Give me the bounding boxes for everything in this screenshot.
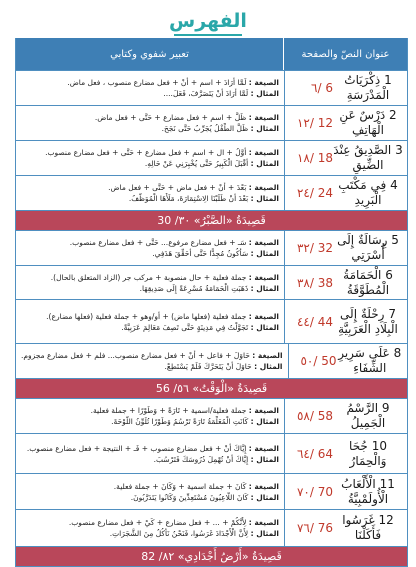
lesson-page: 18 /١٨ <box>296 151 333 165</box>
expression-cell <box>16 399 284 433</box>
expression-cell <box>16 344 288 378</box>
form-text: لِأَنَّكُمْ + ... + فعل مضارع + كَيْ + فعل مضارع منصوب. <box>68 518 247 527</box>
expression-cell <box>16 266 284 299</box>
lesson-page: 12 /١٢ <box>296 116 333 130</box>
poem-row: قَصِيدَةُ «أَرْضُ أَجْدَادِي» ٨٢/ 82 <box>16 546 407 566</box>
expression-cell <box>16 231 284 265</box>
header-lessons: عنوان النصّ والصفحة <box>283 38 407 70</box>
lesson-number: 4 <box>390 178 398 192</box>
lesson-number: 2 <box>389 108 397 122</box>
lesson-page: 38 /٣٨ <box>296 275 333 290</box>
example-text: ظَلَّ الطِّفْلُ يُجَرِّبُ حَتَّى نَجَحَ. <box>161 124 249 133</box>
lesson-cell <box>284 71 407 105</box>
example-label: المثال : <box>250 124 279 133</box>
expression-cell <box>16 176 284 210</box>
expression-cell <box>16 71 284 105</box>
lesson-name: الصَّدِيقُ عِنْدَ الضِّيقِ <box>333 143 392 172</box>
lesson-cell <box>284 106 407 140</box>
example-text: سَأَكُونُ مُجِدًّا حَتَّى أُحَقِّقَ هَدَفِي. <box>152 249 249 258</box>
lesson-title[interactable] <box>333 108 403 138</box>
example-text: ذَهَبَتِ الْحَمَامَةُ مُسْرِعَةً إِلَى صَدِيقِهَا. <box>139 283 249 293</box>
example-text: حَاوَلَ أَنْ يَتَحَرَّكَ فَلَمْ يَسْتَطِعْ. <box>164 362 252 371</box>
example-text: بَعْدَ أَنْ طَلَبْنَا الِاسْتِمَارَةَ، مَلَأَهَا الْمُوَظَّفُ. <box>128 194 249 203</box>
form-line <box>21 147 279 158</box>
lesson-page: 76 /٧٦ <box>296 521 333 535</box>
table-body <box>16 70 407 566</box>
example-label: المثال : <box>250 529 279 538</box>
lesson-title[interactable] <box>333 477 403 507</box>
lesson-row[interactable] <box>16 433 407 473</box>
lesson-page: 24 /٢٤ <box>296 186 333 200</box>
lesson-page: 44 /٤٤ <box>296 314 333 329</box>
example-line <box>21 492 279 503</box>
example-text: لِأَنَّ الْأَجْدَادَ غَرَسُوا، فَنَحْنُ نَأْكُلُ مِنَ الشَّجَرَاتِ. <box>109 529 249 538</box>
form-label: الصيغة : <box>248 311 279 321</box>
lesson-page: 70 /٧٠ <box>296 484 333 499</box>
form-label: الصيغة : <box>248 443 279 453</box>
lesson-cell <box>284 474 407 509</box>
lesson-number: 6 <box>385 267 393 282</box>
lesson-title[interactable] <box>333 268 403 298</box>
lesson-cell <box>284 176 407 210</box>
lesson-name: رِحْلَةٌ إِلَى الْبِلَادِ الْعَرَبِيَّةِ <box>338 306 398 336</box>
expression-cell <box>16 106 284 140</box>
form-text: كَانَ + جملة اسمية + وَكَانَ + جملة فعلية. <box>113 481 247 491</box>
lesson-name: ذِكْرَيَاتُ الْمَدْرَسَةِ <box>344 73 390 102</box>
lesson-row[interactable] <box>16 299 407 343</box>
example-text: لَمَّا أَرَادَ أَنْ يَتَصَرَّفَ، فَعَلَ.... <box>163 89 249 98</box>
example-line <box>21 416 279 427</box>
header-expression: تعبير شفوي وكتابي <box>110 48 189 60</box>
form-line <box>21 112 279 123</box>
expression-cell <box>16 141 284 175</box>
form-text: لَمَّا أَرَادَ + اسم + أَنْ + فعل مضارع منصوب ، فعل ماض. <box>67 78 247 87</box>
example-text: كَانَتِ الْمُعَلِّمَةُ تَارَةً تَرْسُمُ وَطَوْرًا تُلَوِّنُ اللَّوْحَةَ. <box>111 417 249 426</box>
lesson-title[interactable] <box>337 346 403 376</box>
lesson-cell <box>284 141 407 175</box>
example-label: المثال : <box>250 322 279 332</box>
example-text: كَانَ اللَّاعِبُونَ مُسْتَعِدِّينَ وَكَانُوا يَتَدَرَّبُونَ. <box>130 492 249 502</box>
index-table <box>15 38 408 567</box>
lesson-name: رِسَالَةٌ إِلَى أُسْرَتِي <box>337 233 388 262</box>
lesson-title[interactable] <box>333 513 403 543</box>
lesson-name: الْحَمَامَةُ الْمُطَوَّقَةُ <box>343 267 390 297</box>
lesson-number: 3 <box>395 143 403 157</box>
lesson-title[interactable] <box>333 73 403 103</box>
lesson-name: الرَّسْمُ الْجَمِيلُ <box>346 401 386 430</box>
lesson-number: 10 <box>371 438 387 453</box>
example-text: تَجَوَّلْتُ فِي مَدِينَةٍ حَتَّى تَصِفَ مَعَالِمَ عَرَبِيَّةً. <box>121 322 249 332</box>
lesson-cell <box>284 231 407 265</box>
lesson-page: 50 /٥٠ <box>300 354 337 368</box>
lesson-page: 32 /٣٢ <box>296 241 333 255</box>
lesson-number: 8 <box>393 346 402 360</box>
title-underline <box>174 34 242 36</box>
form-line <box>21 517 279 528</box>
example-label: المثال : <box>250 249 279 258</box>
lesson-number: 11 <box>379 476 395 491</box>
form-text: بَعْدَ + أَنْ + فعل ماض + حَتَّى + فعل ماض. <box>108 183 247 192</box>
lesson-name: دَرْسٌ عَنِ الْهَاتِفِ <box>339 108 386 137</box>
form-text: جملة فعلية (فعلها ماض) + أو/وهو + جملة فعلية (فعلها مضارع). <box>46 311 247 321</box>
form-label: الصيغة : <box>248 518 279 527</box>
lesson-name: غَرَسُوا فَأَكَلْنَا <box>342 513 382 542</box>
lesson-row[interactable] <box>16 140 407 175</box>
example-line <box>21 528 279 539</box>
lesson-row[interactable] <box>16 509 407 546</box>
lesson-number: 7 <box>388 306 396 321</box>
example-label: المثال : <box>250 454 279 464</box>
lesson-name: فِي مَكْتَبِ الْبَرِيدِ <box>338 178 387 207</box>
form-line <box>21 405 279 416</box>
form-line <box>21 182 279 193</box>
lesson-title[interactable] <box>333 143 403 173</box>
form-text: حَاوَلَ + فاعل + أَنْ + فعل مضارع منصوب... فلم + فعل مضارع مجزوم. <box>21 351 250 360</box>
example-line <box>21 283 279 294</box>
example-label: المثال : <box>254 362 283 371</box>
lesson-number: 1 <box>384 73 392 87</box>
example-label: المثال : <box>250 283 279 293</box>
lesson-number: 12 <box>378 513 394 527</box>
lesson-cell <box>284 266 407 299</box>
form-text: أَوَّلُ + ال + اسم + فعل مضارع + حَتَّى + فعل مضارع منصوب. <box>45 148 247 157</box>
example-label: المثال : <box>250 417 279 426</box>
lesson-row[interactable] <box>16 70 407 105</box>
lesson-title[interactable] <box>333 307 403 337</box>
lesson-title[interactable] <box>333 439 403 469</box>
form-text: سَـ + فعل مضارع مرفوع... حَتَّى + فعل مضارع منصوب. <box>69 238 247 247</box>
example-label: المثال : <box>250 194 279 203</box>
form-line <box>21 350 283 361</box>
lesson-title[interactable] <box>333 178 403 208</box>
form-text: جملة فعلية + حال منصوبة + مركب جر (الزاد المتعلق بالحال). <box>50 272 247 282</box>
lesson-cell <box>284 300 407 343</box>
lesson-row[interactable] <box>16 473 407 509</box>
example-label: المثال : <box>250 159 279 168</box>
lesson-cell <box>284 434 407 473</box>
form-line <box>21 311 279 322</box>
lesson-row[interactable] <box>16 398 407 433</box>
example-text: إِيَّاكَ أَنْ تُهْمِلَ دُرُوسَكَ فَتَرْسُبَ. <box>153 454 249 464</box>
lesson-row[interactable] <box>16 105 407 140</box>
lesson-row[interactable] <box>16 265 407 299</box>
lesson-page: 58 /٥٨ <box>296 409 333 423</box>
form-label: الصيغة : <box>248 238 279 247</box>
lesson-cell <box>284 510 407 546</box>
form-line <box>21 272 279 283</box>
form-line <box>21 481 279 492</box>
example-line <box>21 88 279 99</box>
form-line <box>21 237 279 248</box>
lesson-name: جُحَا وَالْحِمَارُ <box>349 438 387 468</box>
expression-cell <box>16 474 284 509</box>
lesson-name: عَلَى سَرِيرِ الشِّفَاءِ <box>338 346 390 375</box>
lesson-name: الْأَلْعَابُ الْأُولَمْبِيَّةُ <box>341 476 389 506</box>
form-label: الصيغة : <box>252 351 283 360</box>
example-line <box>21 361 283 372</box>
form-label: الصيغة : <box>248 78 279 87</box>
poem-row: قَصِيدَةُ «الْوَقْتُ» ٥٦/ 56 <box>16 378 407 398</box>
lesson-row[interactable] <box>16 230 407 265</box>
form-text: ظَلَّ + اسم + فعل مضارع + حَتَّى + فعل ماض. <box>94 113 247 122</box>
form-label: الصيغة : <box>248 113 279 122</box>
lesson-cell <box>288 344 407 378</box>
form-label: الصيغة : <box>248 272 279 282</box>
example-line <box>21 193 279 204</box>
form-label: الصيغة : <box>248 406 279 415</box>
form-line <box>21 443 279 454</box>
lesson-page: 6 /٦ <box>311 81 333 95</box>
page-title: الفهرس <box>169 10 247 32</box>
lesson-page: 64 /٦٤ <box>296 446 333 461</box>
form-label: الصيغة : <box>248 148 279 157</box>
expression-cell <box>16 300 284 343</box>
table-header <box>16 38 407 70</box>
example-line <box>21 248 279 259</box>
lesson-row[interactable] <box>16 343 407 378</box>
expression-cell <box>16 434 284 473</box>
lesson-row[interactable] <box>16 175 407 210</box>
poem-row: قَصِيدَةُ «الصَّبْرُ» ٣٠/ 30 <box>16 210 407 230</box>
form-label: الصيغة : <box>248 481 279 491</box>
example-text: أَقْبَلَ الْكَبِيرُ حَتَّى يُخْبِرَنِي عَنْ حَالِهِ. <box>144 159 249 168</box>
example-label: المثال : <box>250 89 279 98</box>
expression-cell <box>16 510 284 546</box>
example-line <box>21 123 279 134</box>
lesson-number: 9 <box>381 401 390 415</box>
lesson-cell <box>284 399 407 433</box>
lesson-title[interactable] <box>333 401 403 431</box>
form-text: إِيَّاكَ أَنْ + فعل مضارع منصوب + فَـ + النتيجة + فعل مضارع منصوب. <box>26 443 247 453</box>
lesson-number: 5 <box>391 233 399 247</box>
lesson-title[interactable] <box>333 233 403 263</box>
example-line <box>21 322 279 333</box>
example-line <box>21 454 279 465</box>
example-label: المثال : <box>250 492 279 502</box>
form-text: جملة فعلية/اسمية + تَارَةً + وَطَوْرًا + جملة فعلية. <box>90 406 247 415</box>
example-line <box>21 158 279 169</box>
form-label: الصيغة : <box>248 183 279 192</box>
form-line <box>21 77 279 88</box>
